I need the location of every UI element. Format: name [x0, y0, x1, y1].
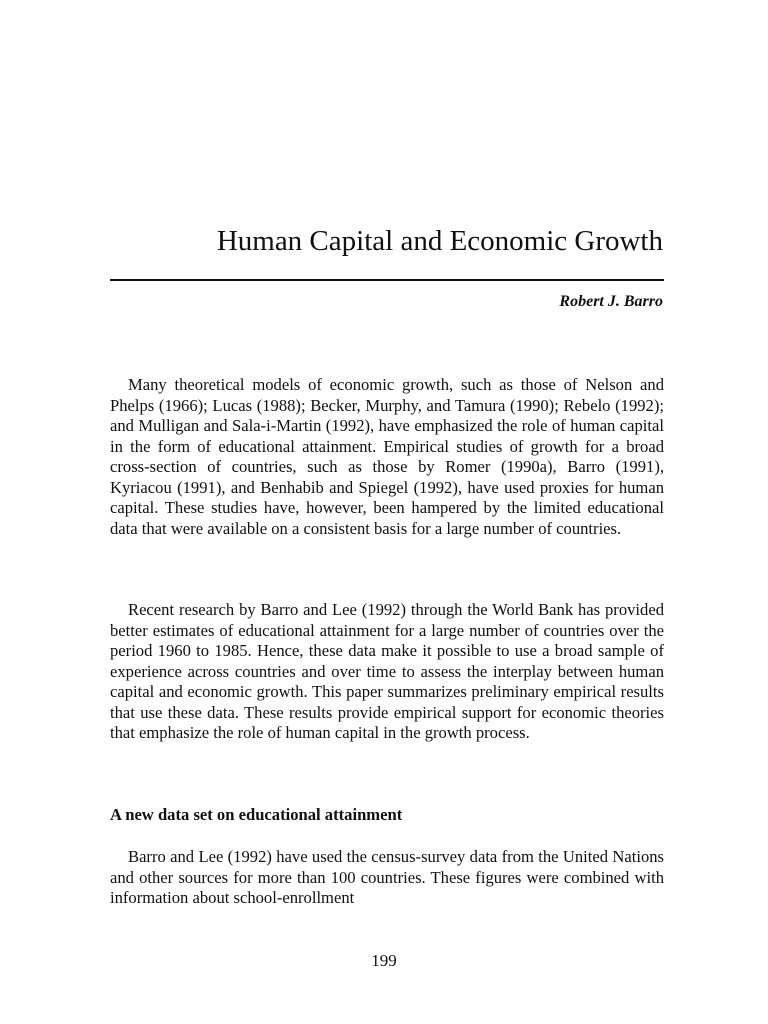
- title-rule: [110, 279, 664, 281]
- body-paragraph: Recent research by Barro and Lee (1992) through the World Bank has provided better estimates of educational attainment for a large number of countries over the period 1960 to 1985. Hence, these data make it possible to use a broad sample of experience across countries and over time to assess the interplay between human capital and economic growth. This paper summarizes preliminary empirical results that use these data. These results provide empirical support for economic theories that emphasize the role of human capital in the growth process.: [110, 600, 664, 743]
- article-title: Human Capital and Economic Growth: [216, 225, 663, 257]
- body-paragraph: Many theoretical models of economic growth, such as those of Nelson and Phelps (1966); Lucas (1988); Becker, Murphy, and Tamura (1990); Rebelo (1992); and Mulligan and Sala-i-Martin (1992), have emphasized the role of human capital in the form of educational attainment. Empirical studies of growth for a broad cross-section of countries, such as those by Romer (1990a), Barro (1991), Kyriacou (1991), and Benhabib and Spiegel (1992), have used proxies for human capital. These studies have, however, been hampered by the limited educational data that were available on a consistent basis for a large number of countries.: [110, 375, 664, 538]
- section-heading: A new data set on educational attainment: [110, 805, 403, 824]
- page-number: 199: [371, 951, 397, 970]
- article-author: Robert J. Barro: [559, 293, 663, 310]
- body-paragraph: Barro and Lee (1992) have used the census-survey data from the United Nations and other sources for more than 100 countries. These figures were combined with information about school-enrollment: [110, 847, 664, 908]
